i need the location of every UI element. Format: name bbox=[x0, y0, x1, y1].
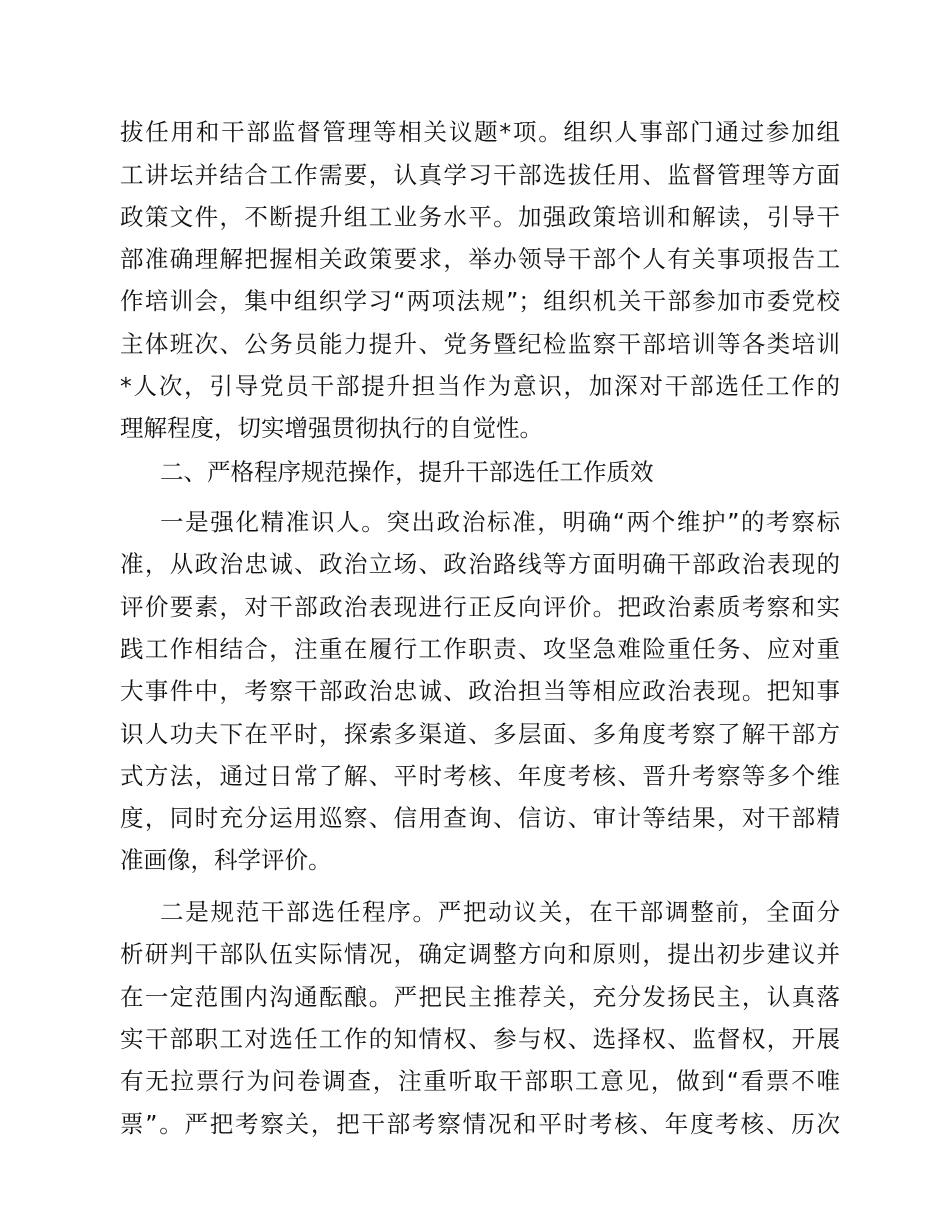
paragraph-line: 部准确理解把握相关政策要求，举办领导干部个人有关事项报告工 bbox=[120, 245, 840, 273]
paragraph-line: 式方法，通过日常了解、平时考核、年度考核、晋升考察等多个维 bbox=[120, 762, 840, 790]
paragraph-line: 理解程度，切实增强贯彻执行的自觉性。 bbox=[120, 414, 543, 442]
paragraph-line: 拔任用和干部监督管理等相关议题*项。组织人事部门通过参加组 bbox=[120, 118, 840, 146]
paragraph-line: 工讲坛并结合工作需要，认真学习干部选拔任用、监督管理等方面 bbox=[120, 161, 840, 189]
paragraph-line: 评价要素，对干部政治表现进行正反向评价。把政治素质考察和实 bbox=[120, 593, 840, 621]
paragraph-line: 主体班次、公务员能力提升、党务暨纪检监察干部培训等各类培训 bbox=[120, 330, 840, 358]
paragraph-line: 在一定范围内沟通酝酿。严把民主推荐关，充分发扬民主，认真落 bbox=[120, 983, 840, 1011]
section-heading: 二、严格程序规范操作，提升干部选任工作质效 bbox=[160, 458, 654, 486]
paragraph-line: 政策文件，不断提升组工业务水平。加强政策培训和解读，引导干 bbox=[120, 203, 840, 231]
paragraph-line: 析研判干部队伍实际情况，确定调整方向和原则，提出初步建议并 bbox=[120, 940, 840, 968]
paragraph-line: 大事件中，考察干部政治忠诚、政治担当等相应政治表现。把知事 bbox=[120, 677, 840, 705]
paragraph-line: 准，从政治忠诚、政治立场、政治路线等方面明确干部政治表现的 bbox=[120, 550, 840, 578]
paragraph-line: 践工作相结合，注重在履行工作职责、攻坚急难险重任务、应对重 bbox=[120, 635, 840, 663]
paragraph-line: 作培训会，集中组织学习“两项法规”；组织机关干部参加市委党校 bbox=[120, 287, 840, 315]
paragraph-line: 票”。严把考察关，把干部考察情况和平时考核、年度考核、历次 bbox=[120, 1110, 840, 1138]
paragraph-line: 度，同时充分运用巡察、信用查询、信访、审计等结果，对干部精 bbox=[120, 804, 840, 832]
paragraph-line: 二是规范干部选任程序。严把动议关，在干部调整前，全面分 bbox=[160, 898, 840, 926]
paragraph-line: 识人功夫下在平时，探索多渠道、多层面、多角度考察了解干部方 bbox=[120, 720, 840, 748]
paragraph-line: 有无拉票行为问卷调查，注重听取干部职工意见，做到“看票不唯 bbox=[120, 1067, 840, 1095]
paragraph-line: 实干部职工对选任工作的知情权、参与权、选择权、监督权，开展 bbox=[120, 1025, 840, 1053]
paragraph-line: 准画像，科学评价。 bbox=[120, 846, 332, 874]
paragraph-line: 一是强化精准识人。突出政治标准，明确“两个维护”的考察标 bbox=[160, 508, 840, 536]
paragraph-line: *人次，引导党员干部提升担当作为意识，加深对干部选任工作的 bbox=[120, 372, 840, 400]
